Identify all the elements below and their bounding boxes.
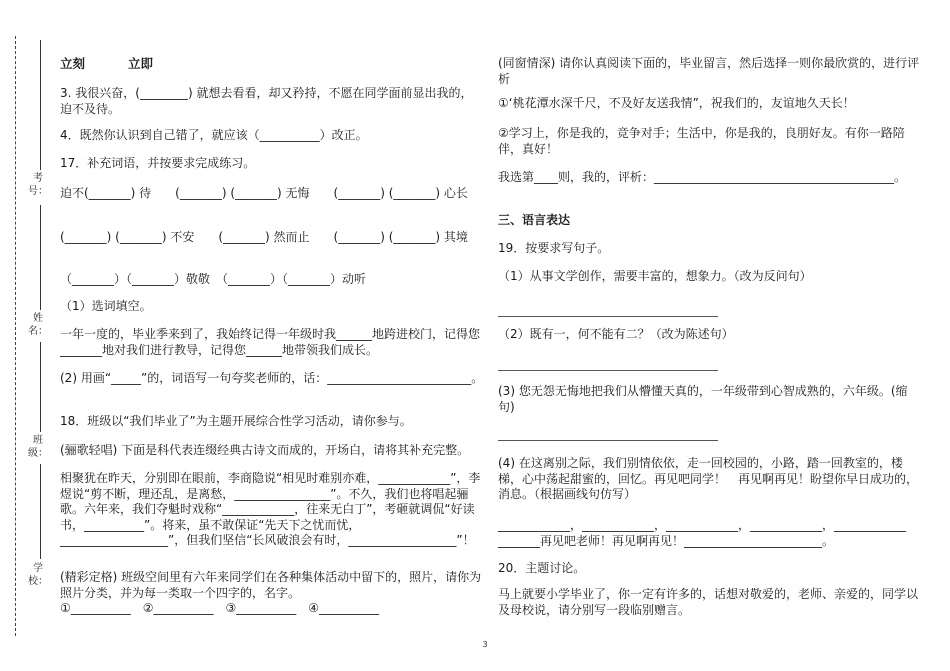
page-number: 3 — [482, 640, 488, 649]
fill-row-1: 迫不(_______) 待 (_______) (_______) 无悔 (_______) (_______) 心长 — [60, 186, 468, 200]
question-19-1: （1）从事文学创作，需要丰富的，想象力。（改为反问句） — [498, 269, 812, 283]
fill-row-2: (_______) (_______) 不安 (_______) 然而止 (_______) (_______) 其境 — [60, 230, 468, 244]
name-line — [40, 205, 41, 310]
section-3-heading: 三、语言表达 — [498, 213, 571, 227]
question-18-part-1: (骊歌轻唱) 下面是科代表连缀经典古诗文而成的，开场白，请将其补充完整。 — [60, 443, 470, 457]
subquestion-1: （1）选词填空。 — [60, 299, 152, 313]
name-label: 姓名： — [28, 313, 48, 337]
question-18-part-2: (精彩定格) 班级空间里有六年来同学们在各种集体活动中留下的，照片，请你为照片分类，并为每一类取一个四字的，名字。 — [60, 570, 482, 600]
message-1: ①‘桃花潭水深千尺，不及好友送我情”，祝我们的，友谊地久天长！ — [498, 96, 855, 110]
question-18-part-3: (同窗情深) 请你认真阅读下面的，毕业留言，然后选择一则你最欣赏的，进行评析 — [498, 56, 920, 86]
exam-no-label: 考号： — [28, 173, 48, 197]
question-4: 4．既然你认识到自己错了，就应该（__________）改正。 — [60, 128, 368, 142]
imitation-blanks-2: _______再见吧老师！再见啊再见！_______________________。 — [498, 534, 835, 548]
subquestion-2: (2) 用画“_____”的，词语写一句夸奖老师的，话：________________________。 — [60, 371, 484, 385]
subquestion-1-text: 一年一度的，毕业季来到了，我始终记得一年级时我______地跨进校门，记得您_______地对我们进行教导，记得您______地带领我们成长。 — [60, 327, 481, 357]
exam-no-line — [40, 40, 41, 170]
question-19-4: (4) 在这离别之际，我们别情依依，走一回校园的，小路，踏一回教室的，楼梯，心中荡起甜蜜的，回忆。再见吧同学！ 再见啊再见！盼望你早日成功的，消息。（根据画线句仿写） — [498, 456, 919, 501]
question-20: 20．主题讨论。 — [498, 561, 586, 575]
message-2: ②学习上，你是我的，竞争对手；生活中，你是我的，良朋好友。有你一路陪伴，真好！ — [498, 126, 905, 156]
fill-row-3: （_______）（_______）敬敬 （_______）（_______）动听 — [60, 272, 367, 286]
photo-name-blanks: ①__________ ②__________ ③__________ ④__________ — [60, 601, 380, 615]
cut-line — [15, 36, 16, 636]
school-line — [40, 464, 41, 559]
question-17: 17．补充词语，并按要求完成练习。 — [60, 156, 256, 170]
class-label: 班级： — [28, 435, 48, 459]
question-19-2: （2）既有一，何不能有二？（改为陈述句） — [498, 327, 734, 341]
question-20-text: 马上就要小学毕业了，你一定有许多的，话想对敬爱的，老师、亲爱的，同学以及母校说，请分别写一段临别赠言。 — [498, 587, 919, 617]
binding-margin — [0, 0, 55, 671]
answer-line-19-1[interactable] — [498, 316, 718, 317]
question-19: 19．按要求写句子。 — [498, 241, 610, 255]
choice-evaluation: 我选第____则，我的，评析：________________________________________。 — [498, 170, 907, 184]
imitation-blanks-1: ____________，____________，____________，____________，____________ — [498, 518, 907, 532]
question-18-passage: 相聚犹在昨天，分别即在眼前，李商隐说“相见时难别亦难，____________”，李煜说“剪不断，理还乱，是离愁，________________”。不久，我们也将唱起骊歌。六年来，我们夺魁时戏称“____________，往来无白丁”，考砸就调侃“好读书，__________”。将来，虽不敢保证“先天下之忧而忧，__________________”，但我们坚信“长风破浪会有时，__________________”！ — [60, 471, 481, 547]
question-3: 3. 我很兴奋，(________) 就想去看看，却又矜持，不愿在同学面前显出我的，迫不及待。 — [60, 86, 473, 116]
answer-line-19-3[interactable] — [498, 440, 718, 441]
question-18: 18．班级以“我们毕业了”为主题开展综合性学习活动，请你参与。 — [60, 414, 412, 428]
question-19-3: (3) 您无怨无悔地把我们从懵懂天真的，一年级带到心智成熟的，六年级。(缩句) — [498, 384, 908, 414]
head-word-2: 立即 — [128, 56, 154, 71]
answer-line-19-2[interactable] — [498, 370, 718, 371]
school-label: 学校： — [28, 563, 48, 587]
class-line — [40, 342, 41, 432]
head-word-1: 立刻 — [60, 56, 86, 71]
